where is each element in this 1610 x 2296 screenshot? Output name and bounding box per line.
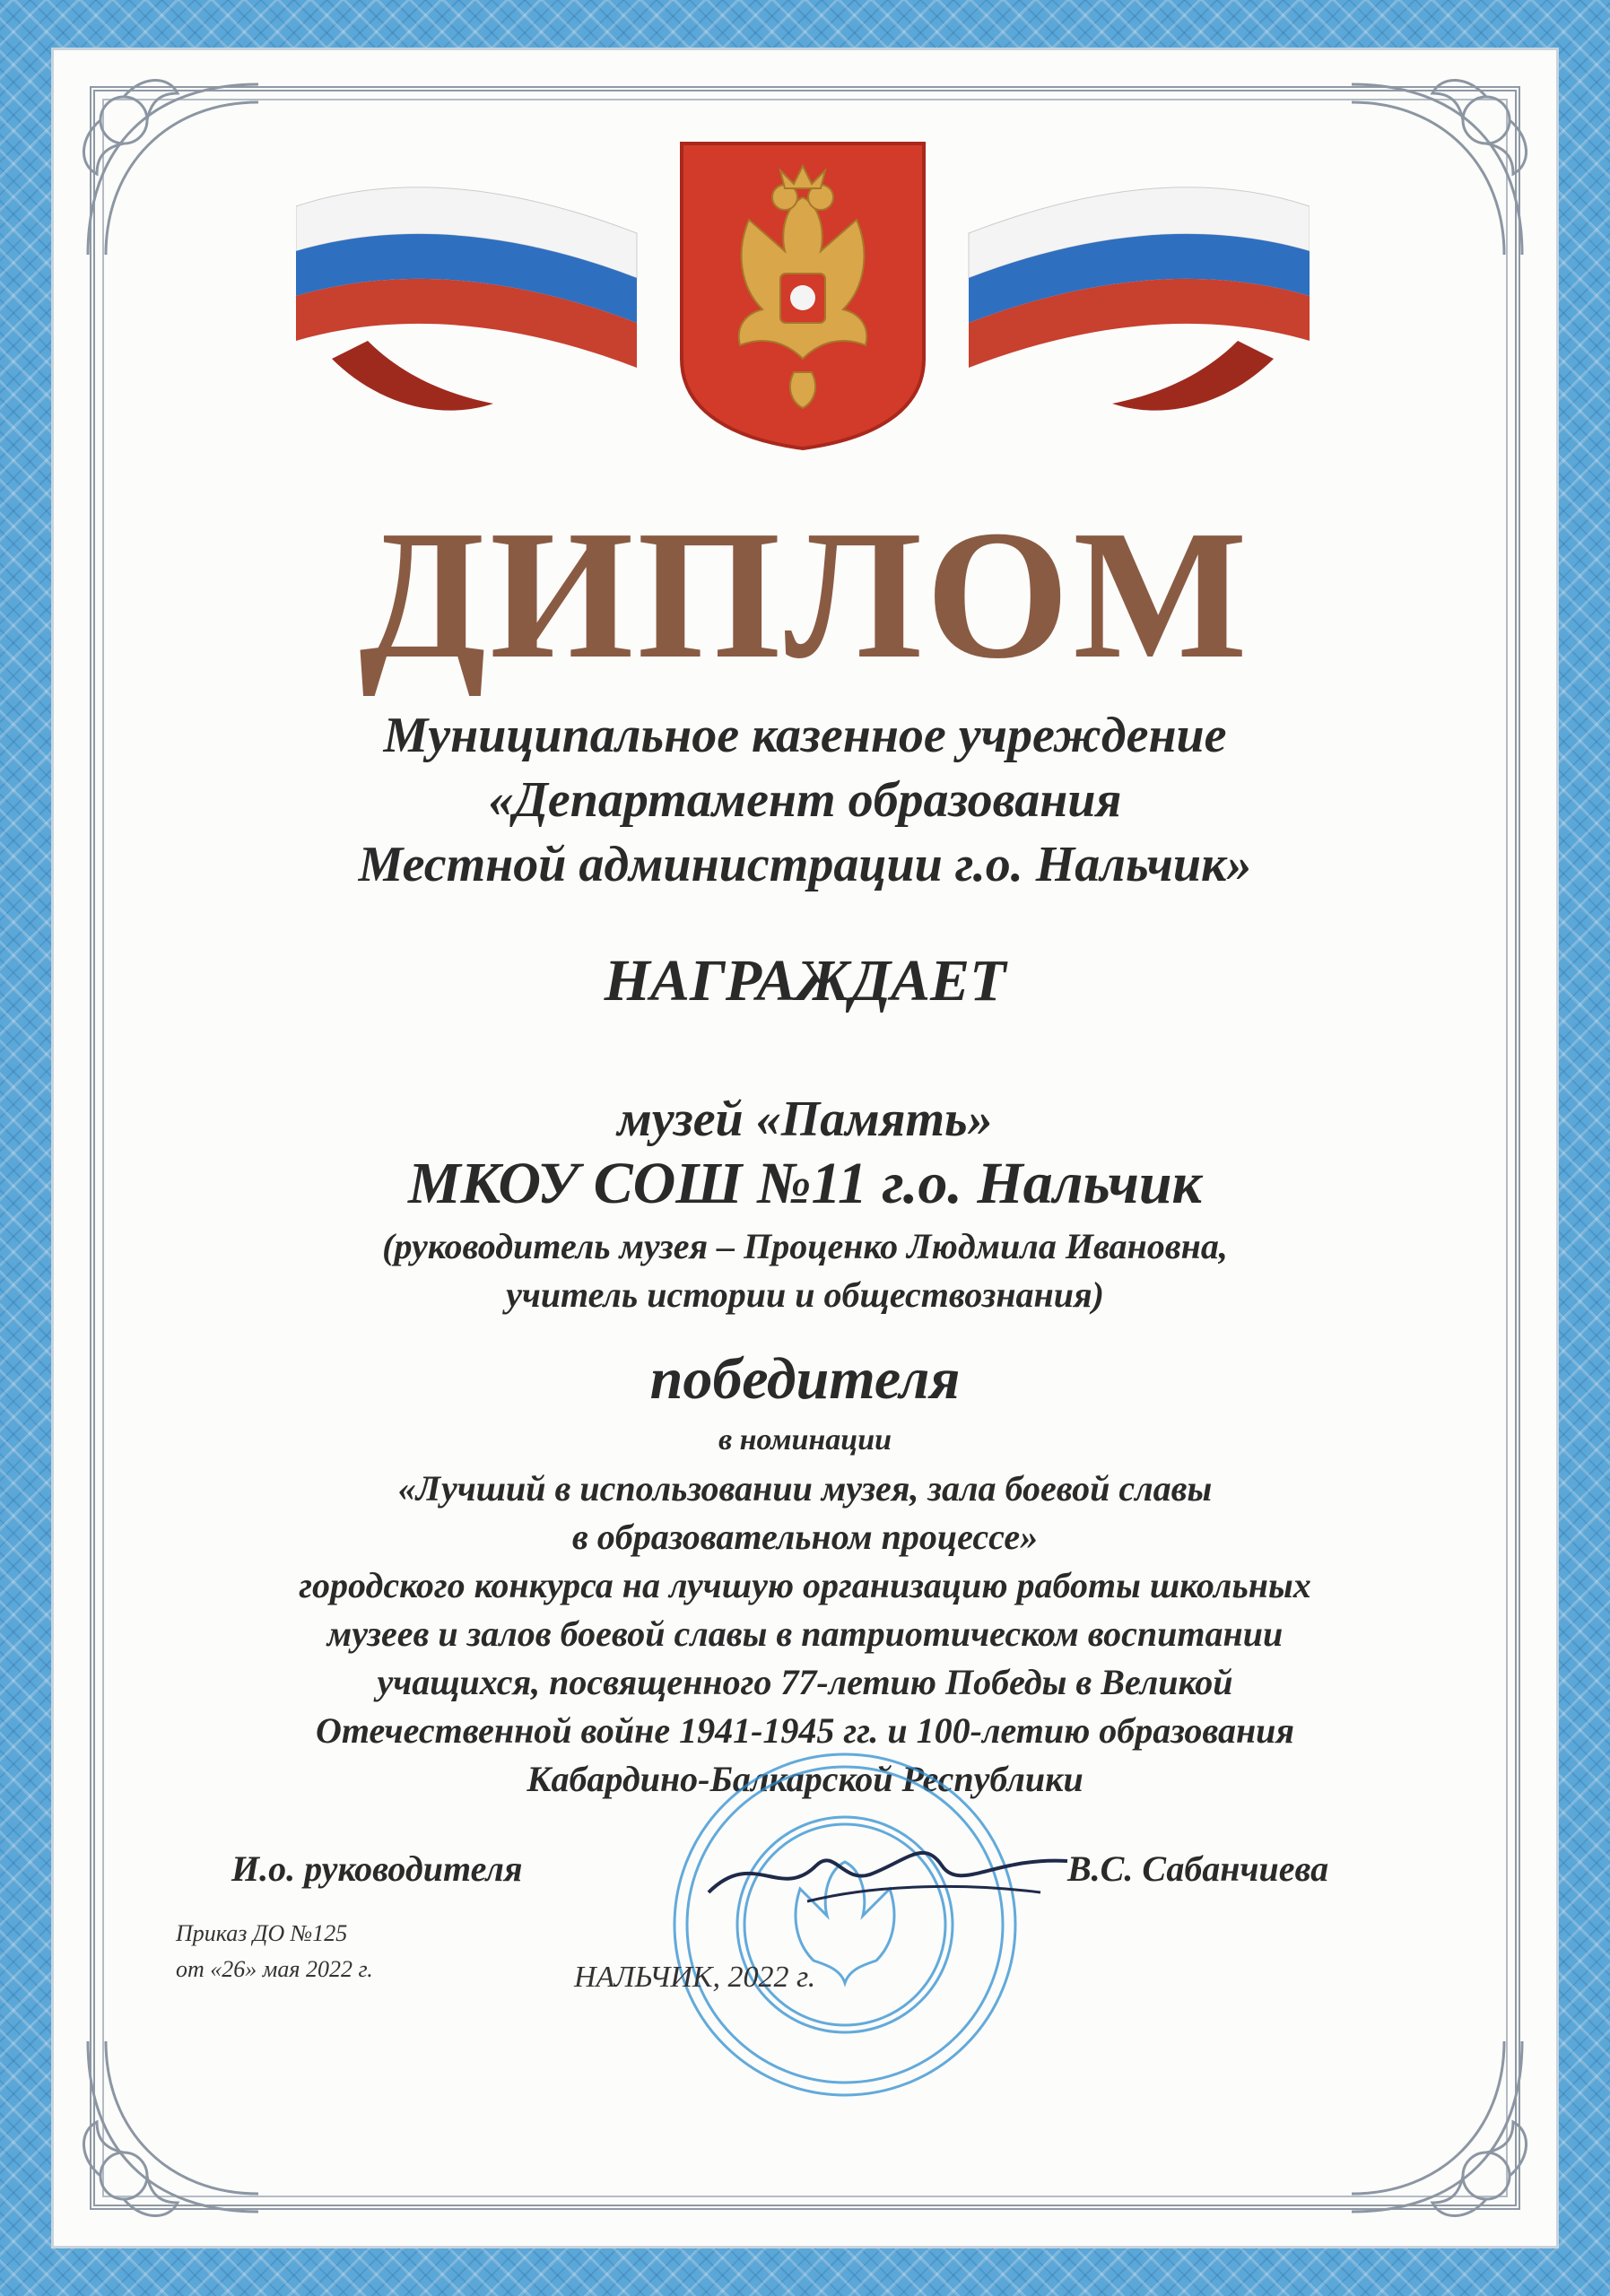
nomination-intro: в номинации — [718, 1423, 892, 1457]
issuer-line: «Департамент образования — [488, 772, 1122, 828]
city-year: НАЛЬЧИК, 2022 г. — [574, 1961, 816, 1994]
russian-flag-emblem-icon — [296, 135, 1310, 457]
nomination-line: «Лучший в использовании музея, зала боевой славы — [397, 1468, 1213, 1509]
contest-line: Отечественной войне 1941-1945 гг. и 100-летию образования — [315, 1710, 1295, 1751]
signature-icon — [700, 1830, 1076, 1919]
issuer-line: Муниципальное казенное учреждение — [383, 708, 1227, 763]
corner-ornament-icon — [70, 2023, 276, 2230]
recipient-head: учитель истории и обществознания) — [506, 1274, 1104, 1315]
corner-ornament-icon — [1334, 66, 1540, 273]
contest-line: Кабардино-Балкарской Республики — [527, 1759, 1083, 1799]
signatory-role: И.о. руководителя — [231, 1848, 523, 1889]
issuer-line: Местной администрации г.о. Нальчик» — [358, 837, 1252, 892]
signatory-name: В.С. Сабанчиева — [1067, 1848, 1329, 1889]
order-reference — [176, 1916, 373, 1987]
contest-line: городского конкурса на лучшую организацию работы школьных — [299, 1565, 1311, 1605]
recipient-head: (руководитель музея – Проценко Людмила Ивановна, — [382, 1226, 1228, 1266]
diploma-title: ДИПЛОМ — [359, 491, 1251, 697]
contest-line: учащихся, посвященного 77-летию Победы в Великой — [377, 1662, 1233, 1702]
award-verb: НАГРАЖДАЕТ — [604, 948, 1006, 1013]
recipient-school: МКОУ СОШ №11 г.о. Нальчик — [407, 1151, 1202, 1216]
order-number: Приказ ДО №125 — [176, 1920, 348, 1946]
award-status: победителя — [649, 1346, 961, 1412]
corner-ornament-icon — [70, 66, 276, 273]
recipient-museum: музей «Память» — [617, 1091, 993, 1147]
nomination-line: в образовательном процессе» — [571, 1517, 1039, 1557]
contest-line: музеев и залов боевой славы в патриотическом воспитании — [326, 1613, 1284, 1654]
corner-ornament-icon — [1334, 2023, 1540, 2230]
order-date: от «26» мая 2022 г. — [176, 1956, 373, 1982]
official-stamp-icon — [666, 1745, 1024, 2104]
